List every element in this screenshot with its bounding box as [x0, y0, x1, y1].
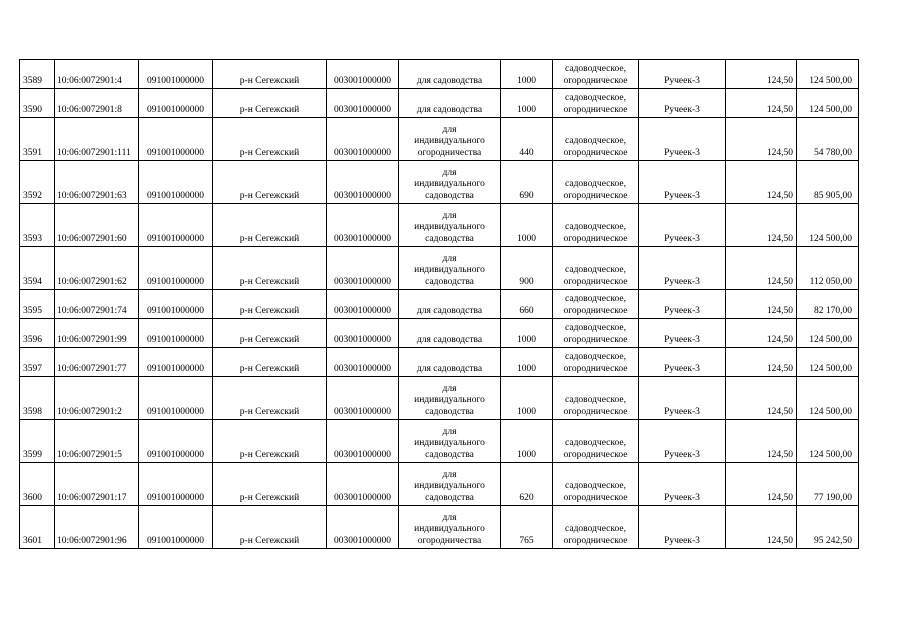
cadastral-value: 124 500,00	[797, 420, 859, 463]
row-number: 3595	[20, 290, 55, 319]
locality-code: 003001000000	[327, 348, 399, 377]
use-category: садоводческое, огородническое	[553, 319, 639, 348]
use-category: садоводческое, огородническое	[553, 290, 639, 319]
use-category: садоводческое, огородническое	[553, 161, 639, 204]
table-row	[20, 319, 859, 348]
plot-area: 660	[501, 290, 553, 319]
row-number: 3591	[20, 118, 55, 161]
location-name: Ручеек-3	[639, 506, 726, 549]
cadastral-number: 10:06:0072901:62	[55, 247, 139, 290]
district-name: р-н Сегежский	[213, 60, 327, 89]
locality-code: 003001000000	[327, 247, 399, 290]
district-name: р-н Сегежский	[213, 463, 327, 506]
location-name: Ручеек-3	[639, 247, 726, 290]
use-category: садоводческое, огородническое	[553, 247, 639, 290]
cadastral-number: 10:06:0072901:77	[55, 348, 139, 377]
cadastral-value: 124 500,00	[797, 377, 859, 420]
use-category: садоводческое, огородническое	[553, 506, 639, 549]
oktmo-code: 091001000000	[139, 204, 213, 247]
row-number: 3601	[20, 506, 55, 549]
oktmo-code: 091001000000	[139, 89, 213, 118]
use-category: садоводческое, огородническое	[553, 89, 639, 118]
locality-code: 003001000000	[327, 60, 399, 89]
cadastral-value: 85 905,00	[797, 161, 859, 204]
row-number: 3600	[20, 463, 55, 506]
permitted-use: для индивидуального садоводства	[399, 204, 501, 247]
cadastral-value: 82 170,00	[797, 290, 859, 319]
cadastral-number: 10:06:0072901:60	[55, 204, 139, 247]
use-category: садоводческое, огородническое	[553, 463, 639, 506]
district-name: р-н Сегежский	[213, 348, 327, 377]
permitted-use: для садоводства	[399, 290, 501, 319]
district-name: р-н Сегежский	[213, 319, 327, 348]
cadastral-value: 124 500,00	[797, 60, 859, 89]
specific-value: 124,50	[726, 319, 797, 348]
cadastral-number: 10:06:0072901:99	[55, 319, 139, 348]
location-name: Ручеек-3	[639, 377, 726, 420]
location-name: Ручеек-3	[639, 161, 726, 204]
district-name: р-н Сегежский	[213, 377, 327, 420]
specific-value: 124,50	[726, 348, 797, 377]
row-number: 3597	[20, 348, 55, 377]
use-category: садоводческое, огородническое	[553, 420, 639, 463]
cadastral-number: 10:06:0072901:17	[55, 463, 139, 506]
locality-code: 003001000000	[327, 118, 399, 161]
oktmo-code: 091001000000	[139, 60, 213, 89]
table-row	[20, 60, 859, 89]
locality-code: 003001000000	[327, 506, 399, 549]
table-row	[20, 463, 859, 506]
oktmo-code: 091001000000	[139, 118, 213, 161]
location-name: Ручеек-3	[639, 420, 726, 463]
oktmo-code: 091001000000	[139, 290, 213, 319]
permitted-use: для индивидуального огородничества	[399, 506, 501, 549]
location-name: Ручеек-3	[639, 60, 726, 89]
specific-value: 124,50	[726, 204, 797, 247]
plot-area: 1000	[501, 89, 553, 118]
plot-area: 1000	[501, 319, 553, 348]
permitted-use: для индивидуального огородничества	[399, 118, 501, 161]
permitted-use: для садоводства	[399, 89, 501, 118]
cadastral-number: 10:06:0072901:63	[55, 161, 139, 204]
row-number: 3590	[20, 89, 55, 118]
land-plots-table	[19, 59, 859, 549]
table-row	[20, 204, 859, 247]
cadastral-value: 77 190,00	[797, 463, 859, 506]
permitted-use: для индивидуального садоводства	[399, 161, 501, 204]
location-name: Ручеек-3	[639, 348, 726, 377]
locality-code: 003001000000	[327, 377, 399, 420]
district-name: р-н Сегежский	[213, 89, 327, 118]
locality-code: 003001000000	[327, 161, 399, 204]
oktmo-code: 091001000000	[139, 348, 213, 377]
cadastral-value: 112 050,00	[797, 247, 859, 290]
oktmo-code: 091001000000	[139, 463, 213, 506]
table-row	[20, 290, 859, 319]
table-row	[20, 377, 859, 420]
specific-value: 124,50	[726, 377, 797, 420]
permitted-use: для индивидуального садоводства	[399, 420, 501, 463]
cadastral-number: 10:06:0072901:5	[55, 420, 139, 463]
district-name: р-н Сегежский	[213, 118, 327, 161]
row-number: 3596	[20, 319, 55, 348]
cadastral-number: 10:06:0072901:111	[55, 118, 139, 161]
cadastral-number: 10:06:0072901:8	[55, 89, 139, 118]
table-body	[20, 60, 859, 549]
plot-area: 1000	[501, 204, 553, 247]
row-number: 3589	[20, 60, 55, 89]
locality-code: 003001000000	[327, 463, 399, 506]
oktmo-code: 091001000000	[139, 506, 213, 549]
location-name: Ручеек-3	[639, 463, 726, 506]
plot-area: 440	[501, 118, 553, 161]
specific-value: 124,50	[726, 420, 797, 463]
row-number: 3599	[20, 420, 55, 463]
permitted-use: для индивидуального садоводства	[399, 377, 501, 420]
specific-value: 124,50	[726, 290, 797, 319]
district-name: р-н Сегежский	[213, 290, 327, 319]
table-row	[20, 348, 859, 377]
plot-area: 900	[501, 247, 553, 290]
locality-code: 003001000000	[327, 420, 399, 463]
row-number: 3593	[20, 204, 55, 247]
use-category: садоводческое, огородническое	[553, 118, 639, 161]
plot-area: 1000	[501, 420, 553, 463]
district-name: р-н Сегежский	[213, 506, 327, 549]
table-row	[20, 420, 859, 463]
permitted-use: для индивидуального садоводства	[399, 247, 501, 290]
cadastral-value: 95 242,50	[797, 506, 859, 549]
cadastral-value: 124 500,00	[797, 204, 859, 247]
locality-code: 003001000000	[327, 319, 399, 348]
cadastral-number: 10:06:0072901:2	[55, 377, 139, 420]
plot-area: 1000	[501, 348, 553, 377]
table-row	[20, 247, 859, 290]
cadastral-value: 54 780,00	[797, 118, 859, 161]
cadastral-value: 124 500,00	[797, 348, 859, 377]
table-row	[20, 506, 859, 549]
plot-area: 690	[501, 161, 553, 204]
specific-value: 124,50	[726, 463, 797, 506]
locality-code: 003001000000	[327, 204, 399, 247]
district-name: р-н Сегежский	[213, 161, 327, 204]
cadastral-value: 124 500,00	[797, 89, 859, 118]
plot-area: 1000	[501, 377, 553, 420]
specific-value: 124,50	[726, 506, 797, 549]
cadastral-value: 124 500,00	[797, 319, 859, 348]
location-name: Ручеек-3	[639, 118, 726, 161]
specific-value: 124,50	[726, 89, 797, 118]
plot-area: 1000	[501, 60, 553, 89]
district-name: р-н Сегежский	[213, 204, 327, 247]
table-row	[20, 118, 859, 161]
location-name: Ручеек-3	[639, 89, 726, 118]
oktmo-code: 091001000000	[139, 420, 213, 463]
plot-area: 620	[501, 463, 553, 506]
row-number: 3598	[20, 377, 55, 420]
cadastral-number: 10:06:0072901:74	[55, 290, 139, 319]
specific-value: 124,50	[726, 118, 797, 161]
locality-code: 003001000000	[327, 89, 399, 118]
permitted-use: для садоводства	[399, 319, 501, 348]
permitted-use: для индивидуального садоводства	[399, 463, 501, 506]
use-category: садоводческое, огородническое	[553, 348, 639, 377]
oktmo-code: 091001000000	[139, 247, 213, 290]
permitted-use: для садоводства	[399, 348, 501, 377]
locality-code: 003001000000	[327, 290, 399, 319]
location-name: Ручеек-3	[639, 204, 726, 247]
use-category: садоводческое, огородническое	[553, 377, 639, 420]
permitted-use: для садоводства	[399, 60, 501, 89]
district-name: р-н Сегежский	[213, 247, 327, 290]
location-name: Ручеек-3	[639, 319, 726, 348]
use-category: садоводческое, огородническое	[553, 60, 639, 89]
location-name: Ручеек-3	[639, 290, 726, 319]
oktmo-code: 091001000000	[139, 377, 213, 420]
row-number: 3594	[20, 247, 55, 290]
table-row	[20, 89, 859, 118]
oktmo-code: 091001000000	[139, 319, 213, 348]
specific-value: 124,50	[726, 161, 797, 204]
district-name: р-н Сегежский	[213, 420, 327, 463]
specific-value: 124,50	[726, 247, 797, 290]
row-number: 3592	[20, 161, 55, 204]
table-row	[20, 161, 859, 204]
plot-area: 765	[501, 506, 553, 549]
use-category: садоводческое, огородническое	[553, 204, 639, 247]
cadastral-number: 10:06:0072901:96	[55, 506, 139, 549]
cadastral-number: 10:06:0072901:4	[55, 60, 139, 89]
specific-value: 124,50	[726, 60, 797, 89]
oktmo-code: 091001000000	[139, 161, 213, 204]
